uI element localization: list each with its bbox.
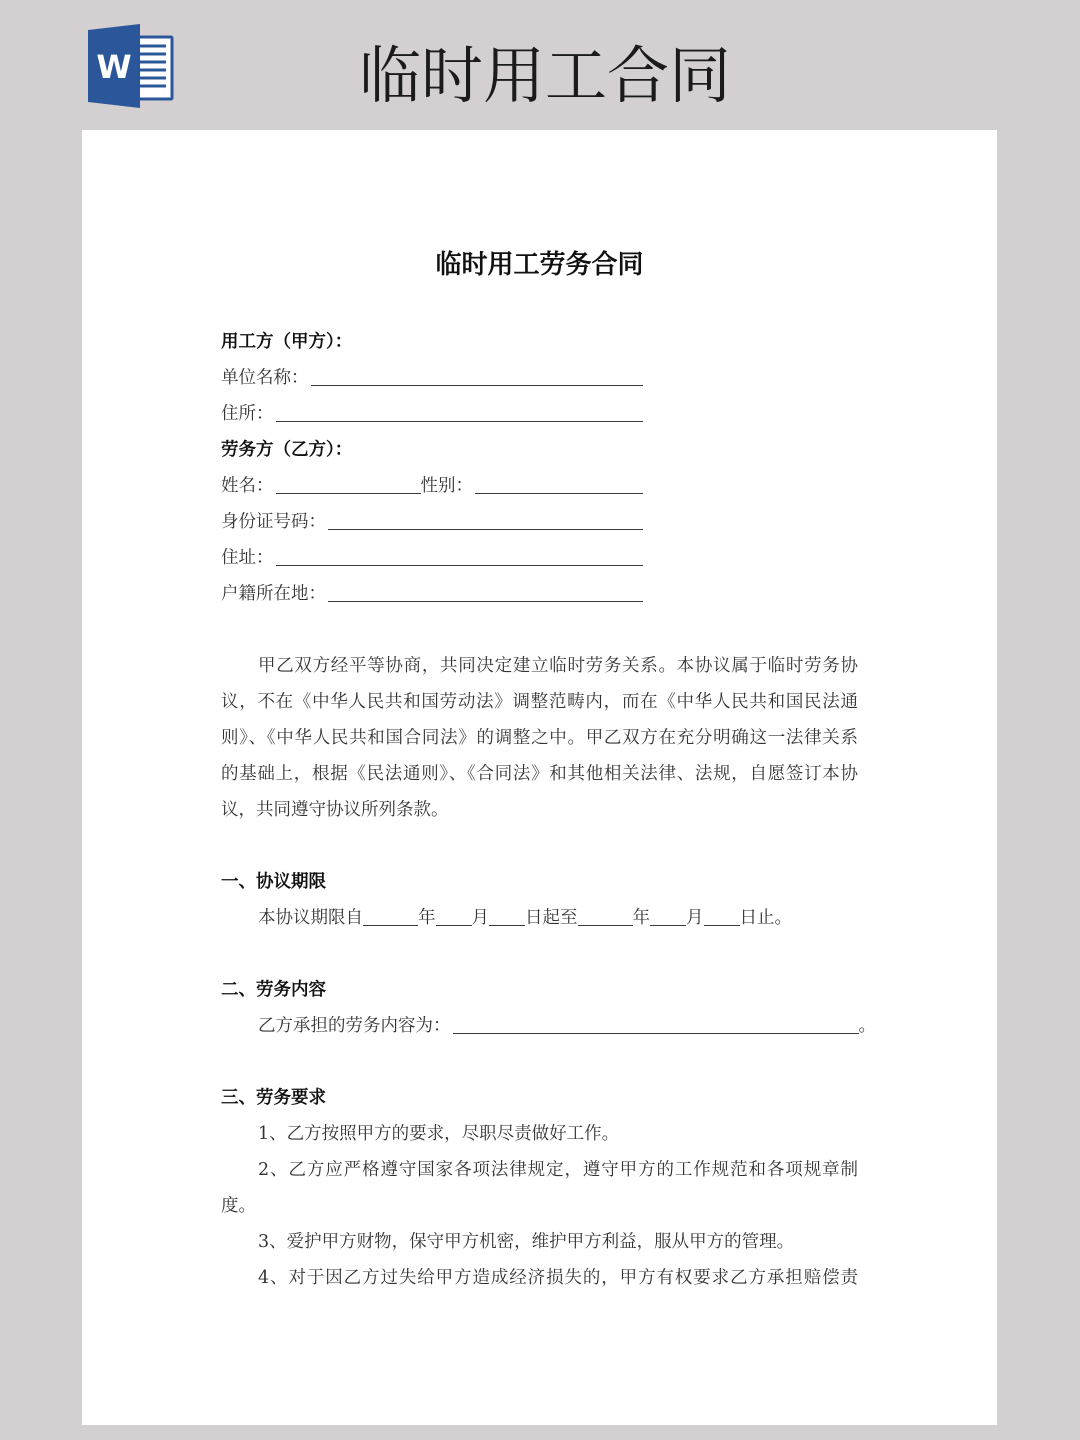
term-text: 日止。 <box>739 908 792 928</box>
word-icon-letter: W <box>96 48 132 86</box>
end-year-blank <box>578 900 633 926</box>
main-title: 临时用工合同 <box>358 39 731 112</box>
term-line <box>221 900 858 936</box>
requirement-item-continued: 度。 <box>221 1196 256 1216</box>
party-b-address-label: 住址： <box>221 548 274 568</box>
service-content-blank <box>453 1008 859 1034</box>
start-year-blank <box>363 900 418 926</box>
term-text: 月 <box>471 908 489 928</box>
document-title: 临时用工劳务合同 <box>435 250 644 280</box>
document-body <box>221 324 876 1296</box>
spacer <box>221 828 858 864</box>
term-text: 日起至 <box>525 908 578 928</box>
end-day-blank <box>704 900 740 926</box>
word-icon-graphic <box>86 22 176 110</box>
company-name-field <box>221 360 643 396</box>
requirement-item: 2、乙方应严格遵守国家各项法律规定，遵守甲方的工作规范和各项规章制 <box>258 1160 858 1180</box>
party-a-address-label: 住所： <box>221 404 274 424</box>
preamble-line: 议，共同遵守协议所列条款。 <box>221 800 449 820</box>
name-label: 姓名： <box>221 476 274 496</box>
party-a-heading: 用工方（甲方）： <box>221 332 353 352</box>
preamble-line: 议，不在《中华人民共和国劳动法》调整范畴内，而在《中华人民共和国民法通 <box>221 692 858 712</box>
party-b-address-field <box>221 540 643 576</box>
household-label: 户籍所在地： <box>221 584 326 604</box>
document-page <box>82 130 997 1425</box>
party-b-heading: 劳务方（乙方）： <box>221 440 353 460</box>
requirement-item: 1、乙方按照甲方的要求，尽职尽责做好工作。 <box>258 1124 620 1144</box>
section-1-heading: 一、协议期限 <box>221 872 326 892</box>
company-name-blank <box>311 360 644 386</box>
preamble-line: 甲乙双方经平等协商，共同决定建立临时劳务关系。本协议属于临时劳务协 <box>258 656 858 676</box>
spacer <box>221 612 858 648</box>
preamble-line: 则》、《中华人民共和国合同法》的调整之中。甲乙双方在充分明确这一法律关系 <box>221 728 858 748</box>
requirement-item: 4、对于因乙方过失给甲方造成经济损失的，甲方有权要求乙方承担赔偿责 <box>258 1268 858 1288</box>
section-3-heading: 三、劳务要求 <box>221 1088 326 1108</box>
company-name-label: 单位名称： <box>221 368 309 388</box>
term-text: 年 <box>632 908 650 928</box>
start-month-blank <box>436 900 472 926</box>
term-text: 年 <box>418 908 436 928</box>
term-text: 本协议期限自 <box>258 908 363 928</box>
term-text: 月 <box>686 908 704 928</box>
name-gender-field <box>221 468 643 504</box>
start-day-blank <box>489 900 525 926</box>
household-blank <box>328 576 643 602</box>
party-a-address-blank <box>276 396 644 422</box>
party-a-address-field <box>221 396 643 432</box>
service-content-end: 。 <box>858 1016 876 1036</box>
id-number-blank <box>328 504 643 530</box>
id-number-field <box>221 504 643 540</box>
gender-label: 性别： <box>420 476 473 496</box>
gender-blank <box>475 468 643 494</box>
service-content-line <box>221 1008 876 1044</box>
party-b-address-blank <box>276 540 644 566</box>
household-field <box>221 576 643 612</box>
section-2-heading: 二、劳务内容 <box>221 980 326 1000</box>
preamble-line: 的基础上，根据《民法通则》、《合同法》和其他相关法律、法规，自愿签订本协 <box>221 764 858 784</box>
spacer <box>221 1044 858 1080</box>
name-blank <box>276 468 421 494</box>
id-number-label: 身份证号码： <box>221 512 326 532</box>
requirement-item: 3、爱护甲方财物，保守甲方机密，维护甲方利益，服从甲方的管理。 <box>258 1232 795 1252</box>
spacer <box>221 936 858 972</box>
word-document-icon <box>86 22 176 110</box>
end-month-blank <box>650 900 686 926</box>
service-content-label: 乙方承担的劳务内容为： <box>258 1016 451 1036</box>
